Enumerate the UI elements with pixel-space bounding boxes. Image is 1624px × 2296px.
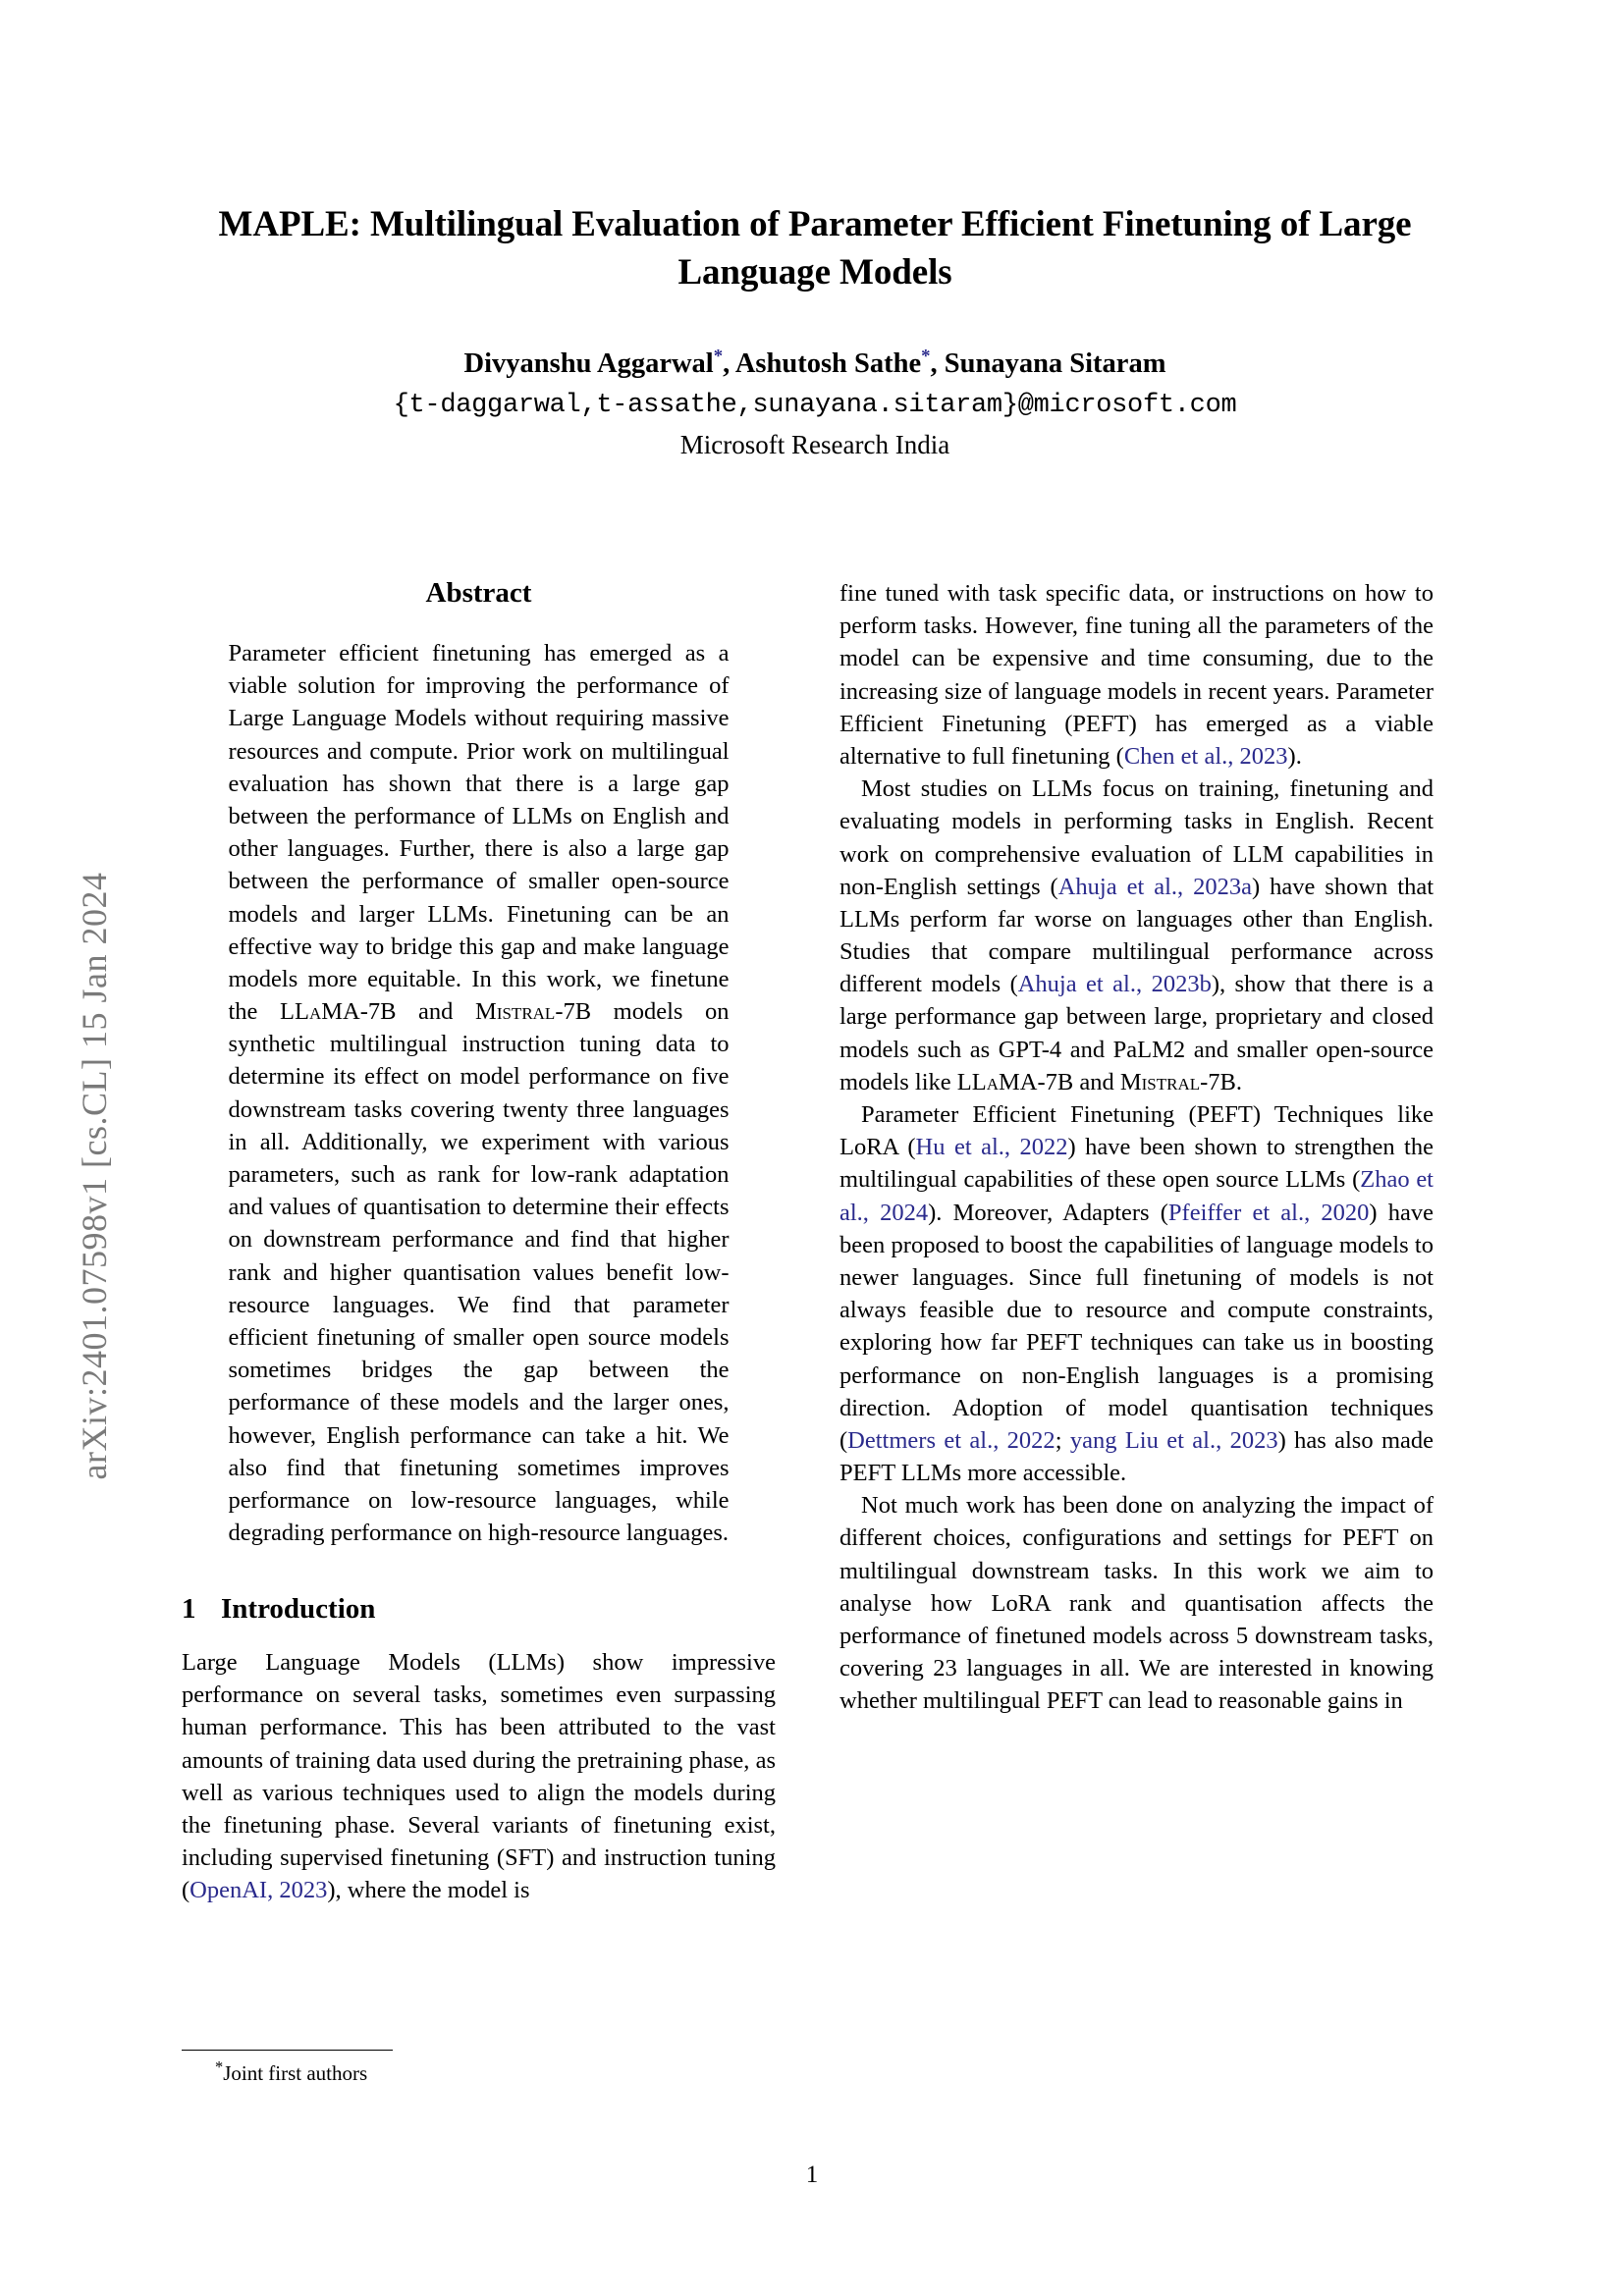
citation-ahuja-2023b[interactable]: Ahuja et al., 2023b [1017, 971, 1212, 998]
column-right [839, 577, 1434, 1718]
author-separator-1: , [723, 348, 735, 379]
llama-smallcaps-intro: a [986, 1068, 999, 1095]
intro-p4-text-a: Not much work has been done on analyzing the impact of different choices, configurations and settings for PEFT on multilingual downstream tasks. In this work we aim to analyse how LoRA rank and quantisation affects the performance of finetuned models across 5 downstream tasks, covering 23 languages in all. We are interested in knowing whether multilingual PEFT can lead to reasonable gains in [839, 1492, 1434, 1715]
citation-chen-2023-right[interactable]: Chen et al., 2023 [1123, 742, 1288, 770]
author-list [177, 346, 1453, 382]
intro-paragraph-1-continued [839, 577, 1434, 773]
author-name-1: Divyanshu Aggarwal [463, 348, 714, 379]
arxiv-stamp: arXiv:2401.07598v1 [cs.CL] 15 Jan 2024 [75, 872, 114, 1480]
author-separator-2: , [930, 348, 945, 379]
citation-hu-2022[interactable]: Hu et al., 2022 [915, 1134, 1068, 1161]
abstract-heading: Abstract [425, 577, 532, 609]
mistral-smallcaps: istral [496, 998, 556, 1026]
footnote-rule [182, 2050, 393, 2051]
model-name-llama-intro [957, 1069, 1073, 1095]
citation-zhao-2024[interactable]: Zhao et al., 2024 [839, 1166, 1434, 1226]
intro-paragraph-2 [839, 773, 1434, 1098]
intro-p3-text-e: ; [1055, 1426, 1070, 1454]
author-footnote-marker-1: * [713, 346, 724, 367]
abstract-text-part-3: models on synthetic multilingual instruction tuning data to determine its effect on model performance on five downstream tasks covering twenty three languages in all. Additionally, we experiment with various parameters, such as rank for low-rank adaptation and values of quantisation to determine their effects on downstream performance and find that higher rank and higher quantisation values benefit low-resource languages. We find that parameter efficient finetuning of smaller open source models sometimes bridges the gap between the performance of these models and the larger ones, however, English performance can take a hit. We also find that finetuning sometimes improves performance on low-resource languages, while degrading performance on high-resource languages. [228, 998, 730, 1547]
section-heading-introduction [182, 1592, 776, 1627]
intro-p3-text-a: Parameter Efficient Finetuning (PEFT) Techniques like LoRA ( [839, 1101, 1434, 1161]
footnote [182, 2057, 776, 2087]
llama-suffix: MA-7B [321, 998, 397, 1026]
column-left [182, 577, 776, 1907]
citation-pfeiffer-2020[interactable]: Pfeiffer et al., 2020 [1167, 1199, 1370, 1226]
intro-p2-text-c: ), show that there is a large performance gap between large, proprietary and closed models such as GPT-4 and PaLM2 and smaller open-source models like [839, 971, 1434, 1095]
model-name-mistral-intro [1120, 1069, 1236, 1095]
author-footnote-marker-2: * [921, 346, 931, 367]
intro-p1-text-a: Large Language Models (LLMs) show impressive performance on several tasks, sometimes even surpassing human performance. This has been attributed to the vast amounts of training data used during the pretraining phase, as well as various techniques used to align the models during the finetuning phase. Several variants of finetuning exist, including supervised finetuning (SFT) and instruction tuning ( [182, 1649, 776, 1904]
intro-p1-text-b: ), where the model is [327, 1877, 530, 1904]
author-name-3: Sunayana Sitaram [944, 348, 1166, 379]
intro-paragraph-4 [839, 1489, 1434, 1717]
abstract-section [229, 577, 730, 1549]
mistral-smallcaps-intro: istral [1141, 1068, 1201, 1095]
author-affiliation: Microsoft Research India [679, 429, 950, 459]
intro-p3-text-c: ). Moreover, Adapters ( [928, 1199, 1168, 1226]
intro-p2-text-d: and [1073, 1068, 1120, 1095]
mistral-suffix: -7B [555, 998, 592, 1026]
abstract-text-part-2: and [396, 998, 476, 1026]
intro-p2-text-e: . [1235, 1068, 1243, 1095]
llama-prefix: LL [280, 998, 309, 1026]
mistral-suffix-intro: -7B [1200, 1068, 1236, 1095]
citation-ahuja-2023a[interactable]: Ahuja et al., 2023a [1057, 873, 1252, 900]
mistral-prefix: M [475, 998, 497, 1026]
intro-p2-text-a: Most studies on LLMs focus on training, finetuning and evaluating models in performing tasks in English. Recent work on comprehensive evaluation of LLM capabilities in non-English settings ( [839, 775, 1434, 900]
model-name-llama [280, 998, 396, 1025]
intro-p1-cont-b: ). [1287, 742, 1302, 770]
intro-p3-text-f: ) has also made PEFT LLMs more accessible. [839, 1426, 1435, 1487]
model-name-mistral [475, 998, 591, 1025]
intro-p3-text-d: ) have been proposed to boost the capabilities of language models to newer languages. Since full finetuning of models is not always feasible due to resource and compute constraints, exploring how far PEFT techniques can take us in boosting performance on non-English languages is a promising direction. Adoption of model quantisation techniques ( [839, 1199, 1434, 1454]
citation-yangliu-2023[interactable]: yang Liu et al., 2023 [1069, 1426, 1278, 1454]
section-number: 1 [182, 1593, 196, 1626]
footnote-area [182, 2050, 776, 2087]
page-title: MAPLE: Multilingual Evaluation of Parameter Efficient Finetuning of Large Language Models [218, 204, 1412, 293]
footnote-label: Joint first authors [223, 2061, 368, 2085]
abstract-text-part-1: Parameter efficient finetuning has emerged as a viable solution for improving the performance of Large Language Models without requiring massive resources and compute. Prior work on multilingual evaluation has shown that there is a large gap between the performance of LLMs on English and other languages. Further, there is also a large gap between the performance of smaller open-source models and larger LLMs. Finetuning can be an effective way to bridge this gap and make language models more equitable. In this work, we finetune the [228, 640, 730, 1026]
section-label: Introduction [221, 1593, 376, 1626]
citation-openai-2023[interactable]: OpenAI, 2023 [189, 1877, 328, 1904]
intro-p2-text-b: ) have shown that LLMs perform far worse on languages other than English. Studies that compare multilingual performance across different models ( [839, 873, 1434, 998]
page-number: 1 [805, 2162, 819, 2188]
abstract-paragraph [229, 637, 730, 1549]
intro-paragraph-1 [182, 1646, 776, 1907]
llama-prefix-intro: LL [956, 1068, 987, 1095]
llama-smallcaps: a [308, 998, 322, 1026]
intro-p3-text-b: ) have been shown to strengthen the multilingual capabilities of these open source LLMs ( [839, 1134, 1434, 1194]
llama-suffix-intro: MA-7B [998, 1068, 1074, 1095]
intro-paragraph-3 [839, 1098, 1434, 1489]
citation-dettmers-2022[interactable]: Dettmers et al., 2022 [847, 1426, 1056, 1454]
author-name-2: Ashutosh Sathe [734, 348, 922, 379]
footnote-marker: * [215, 2057, 224, 2076]
intro-p1-cont-a: fine tuned with task specific data, or instructions on how to perform tasks. However, fine tuning all the parameters of the model can be expensive and time consuming, due to the increasing size of language models in recent years. Parameter Efficient Finetuning (PEFT) has emerged as a viable alternative to full finetuning ( [839, 580, 1434, 770]
mistral-prefix-intro: M [1119, 1068, 1142, 1095]
title-block [177, 201, 1453, 297]
author-block [177, 346, 1453, 462]
author-emails: {t-daggarwal,t-assathe,sunayana.sitaram}@microsoft.com [393, 391, 1237, 421]
